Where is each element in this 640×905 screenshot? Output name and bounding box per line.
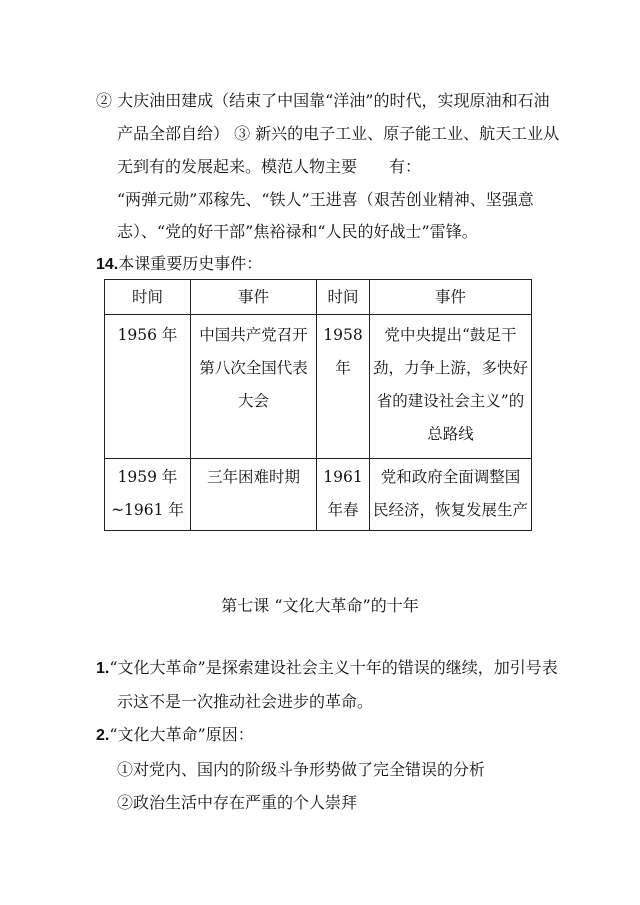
cell-line: 劲，力争上游，多快好 [372, 359, 528, 377]
section-14-heading [96, 254, 262, 275]
item-1-number: 1. [96, 660, 110, 677]
section-14-number: 14. [96, 256, 119, 273]
intro-line-1: ② 大庆油田建成（结束了中国靠“洋油”的时代，实现原油和石油 [96, 91, 550, 110]
intro-line-3: 无到有的发展起来。模范人物主要 有： [117, 157, 422, 176]
header-event-2: 事件 [370, 280, 532, 315]
cell-line: 中国共产党召开 [199, 326, 308, 344]
table-cell-event [191, 315, 317, 459]
reason-1: ①对党内、国内的阶级斗争形势做了完全错误的分析 [117, 760, 486, 779]
cell-line: 省的建设社会主义”的 [376, 392, 525, 410]
cell-line: 三年困难时期 [206, 468, 300, 486]
item-1-line-1 [96, 658, 558, 679]
cell-line: ~1961 年 [111, 501, 184, 519]
cell-line: 1961 [323, 468, 363, 486]
cell-line: 年 [335, 359, 351, 377]
table-cell-time [317, 315, 370, 459]
intro-line-5: 志）、“党的好干部”焦裕禄和“人民的好战士”雷锋。 [117, 222, 478, 241]
table-cell-time [105, 459, 191, 531]
header-time-2: 时间 [317, 280, 370, 315]
intro-line-2: 产品全部自给） ③ 新兴的电子工业、原子能工业、航天工业从 [117, 124, 560, 143]
lesson-title: 第七课 “文化大革命”的十年 [221, 596, 419, 615]
item-2-heading [96, 725, 254, 746]
table-cell-event [370, 459, 532, 531]
item-2-title: “文化大革命”原因： [109, 725, 254, 744]
cell-line: 1956 年 [117, 326, 178, 344]
cell-line: 大会 [237, 392, 269, 410]
cell-line: 总路线 [427, 425, 474, 443]
reason-2: ②政治生活中存在严重的个人崇拜 [117, 793, 358, 812]
table-cell-time [317, 459, 370, 531]
table-cell-event [191, 459, 317, 531]
table-cell-event [370, 315, 532, 459]
events-table [104, 279, 532, 531]
section-14-title: 本课重要历史事件： [118, 254, 263, 273]
header-event-1: 事件 [191, 280, 317, 315]
table-cell-time [105, 315, 191, 459]
item-2-number: 2. [96, 727, 110, 744]
cell-line: 1958 [323, 326, 363, 344]
intro-line-4: “两弹元勋”邓稼先、“铁人”王进喜（艰苦创业精神、坚强意 [117, 190, 534, 209]
cell-line: 年春 [327, 501, 359, 519]
cell-line: 党中央提出“鼓足干 [384, 326, 517, 344]
item-1-text: “文化大革命”是探索建设社会主义十年的错误的继续，加引号表 [109, 658, 558, 677]
header-time-1: 时间 [105, 280, 191, 315]
item-1-line-2: 示这不是一次推动社会进步的革命。 [117, 692, 374, 711]
cell-line: 民经济，恢复发展生产 [372, 501, 528, 519]
table-header-row [105, 280, 532, 315]
table-row [105, 315, 532, 459]
cell-line: 党和政府全面调整国 [380, 468, 521, 486]
cell-line: 第八次全国代表 [199, 359, 308, 377]
cell-line: 1959 年 [117, 468, 178, 486]
table-row [105, 459, 532, 531]
